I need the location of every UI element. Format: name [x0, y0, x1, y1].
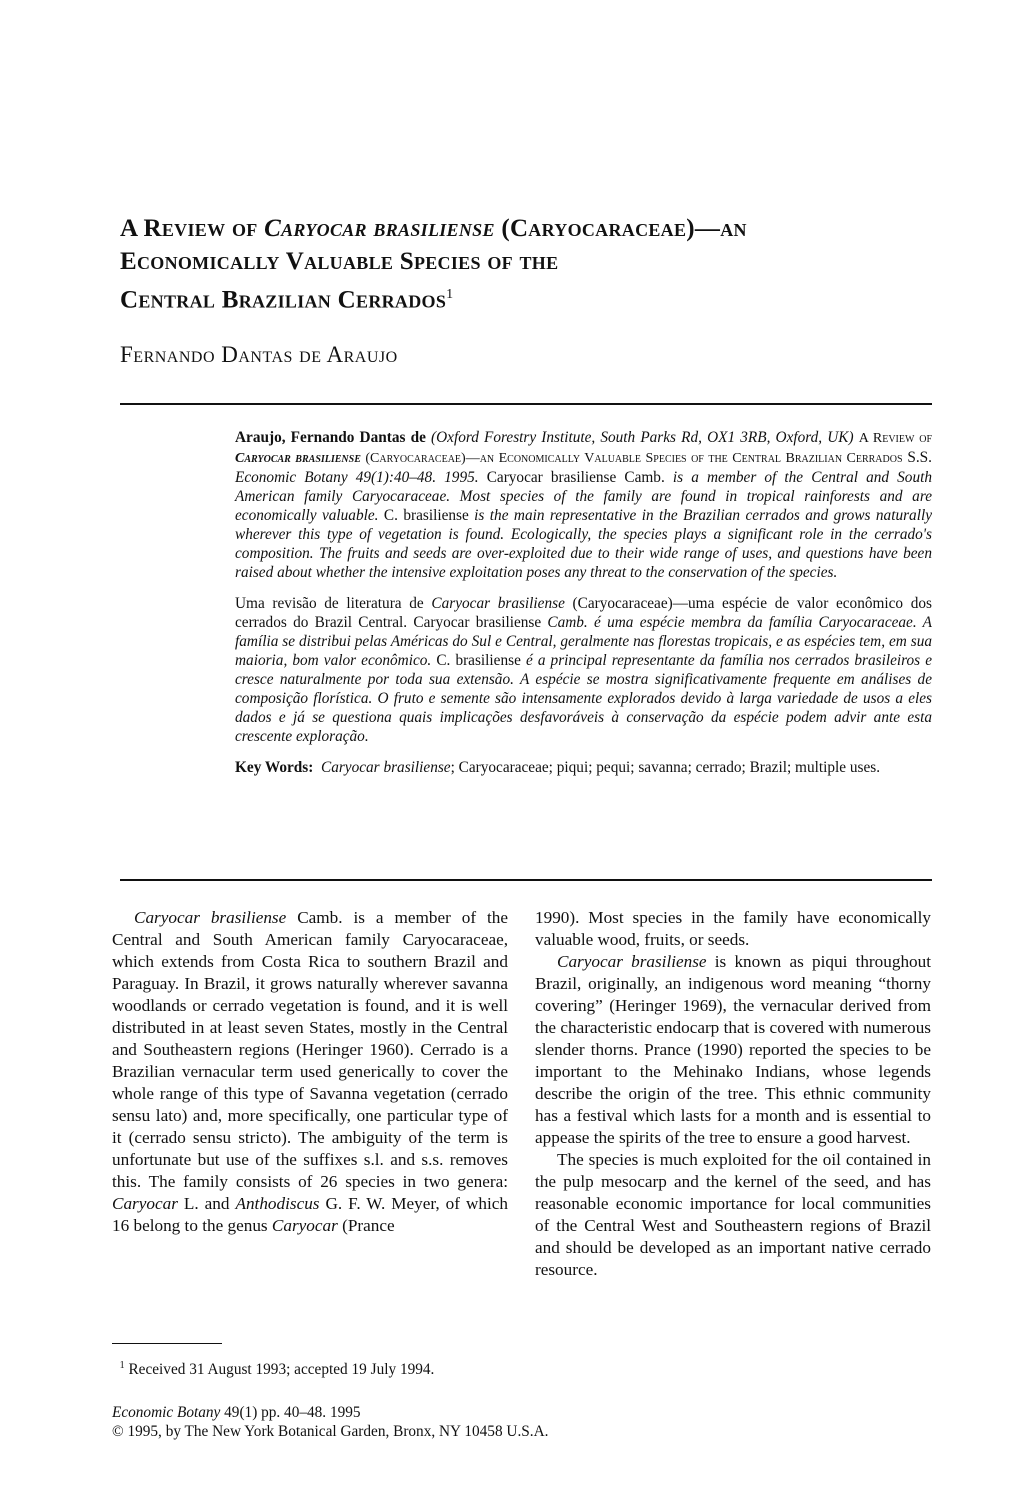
body-column-right: [535, 907, 931, 1281]
abstract-portuguese: Uma revisão de literatura de Caryocar brasiliense (Caryocaraceae)—uma espécie de valor econômico dos cerrados do Brazil Central. Caryocar brasiliense Camb. é uma espécie membra da família Caryocaraceae. A família se distribui pelas Américas do Sul e Central, geralmente nas florestas tropicais, e as espécies tem, em sua maioria, bom valor econômico. C. brasiliense é a principal representante da família nos cerrados brasileiros e cresce naturalmente por toda sua extensão. A espécie se mostra significativamente frequente em análises de composição florística. O fruto e semente são intensamente explorados devido à larga variedade de usos a eles dados e já se questiona quais implicações desfavoráveis à conservação da espécie podem advir ante esta crescente exploração.: [235, 595, 933, 745]
abstract: [235, 428, 932, 777]
bottom-rule: [120, 879, 932, 881]
title-line-2: Economically Valuable Species of the: [120, 248, 559, 275]
body-paragraph: Caryocar brasiliense Camb. is a member of the Central and South American family Caryocaraceae, which extends from Costa Rica to southern Brazil and Paraguay. In Brazil, it grows naturally wherever savanna woodlands or cerrado vegetation is found, and it is well distributed in at least seven States, mostly in the Central and Southeastern regions (Heringer 1960). Cerrado is a Brazilian vernacular term used generically to cover the whole range of this type of Savanna vegetation (cerrado sensu lato) and, more specifically, one particular type of it (cerrado sensu stricto). The ambiguity of the term is unfortunate but use of the suffixes s.l. and s.s. removes this. The family consists of 26 species in two genera: Caryocar L. and Anthodiscus G. F. W. Meyer, of which 16 belong to the genus Caryocar (Prance: [112, 908, 509, 1235]
body-paragraph: Caryocar brasiliense is known as piqui throughout Brazil, originally, an indigenous word meaning “thorny covering” (Heringer 1969), the vernacular derived from the characteristic endocarp that is covered with numerous slender thorns. Prance (1990) reported the species to be important to the Mehinako Indians, whose legends describe the origin of the tree. This ethnic community has a festival which lasts for a month and is essential to appease the spirits of the tree to ensure a good harvest.: [535, 952, 931, 1147]
title-line-3: Central Brazilian Cerrados$^1$: [120, 286, 454, 314]
journal-citation: [112, 1403, 812, 1441]
keywords: Key Words: Caryocar brasiliense; Caryocaraceae; piqui; pequi; savanna; cerrado; Brazil; multiple uses.: [235, 759, 881, 776]
body-paragraph: The species is much exploited for the oil contained in the pulp mesocarp and the kernel of the seed, and has reasonable economic importance for local communities of the Central West and Southeastern regions of Brazil and should be developed as an important native cerrado resource.: [535, 1150, 931, 1279]
footnote: $^1$ Received 31 August 1993; accepted 19 July 1994.: [119, 1360, 435, 1379]
body-column-left: [112, 907, 508, 1237]
title-footnote-mark: 1: [446, 287, 454, 302]
top-rule: [120, 403, 932, 405]
footnote-rule: [112, 1343, 222, 1344]
body-paragraph: 1990). Most species in the family have economically valuable wood, fruits, or seeds.: [535, 908, 931, 949]
abstract-english: Araujo, Fernando Dantas de (Oxford Forestry Institute, South Parks Rd, OX1 3RB, Oxford, UK) A Review of Caryocar brasiliense (Caryocaraceae)—an Economically Valuable Species of the Central Brazilian Cerrados S.S. Economic Botany 49(1):40–48. 1995. Caryocar brasiliense Camb. is a member of the Central and South American family Caryocaraceae. Most species of the family are found in tropical rainforests and are economically valuable. C. brasiliense is the main representative in the Brazilian cerrados and grows naturally wherever this type of vegetation is found. Ecologically, the species plays a significant role in the cerrado's composition. The fruits and seeds are over-exploited due to their wide range of uses, and questions have been raised about whether the intensive exploitation poses any threat to the conservation of the species.: [235, 429, 933, 581]
copyright-line: © 1995, by The New York Botanical Garden, Bronx, NY 10458 U.S.A.: [112, 1423, 549, 1440]
title-line-1: A Review of Caryocar brasiliense (Caryocaraceae)—an: [120, 215, 747, 242]
author-name: Fernando Dantas de Araujo: [120, 342, 398, 367]
article-title: [120, 212, 1000, 316]
citation-line: Economic Botany 49(1) pp. 40–48. 1995: [112, 1404, 361, 1421]
